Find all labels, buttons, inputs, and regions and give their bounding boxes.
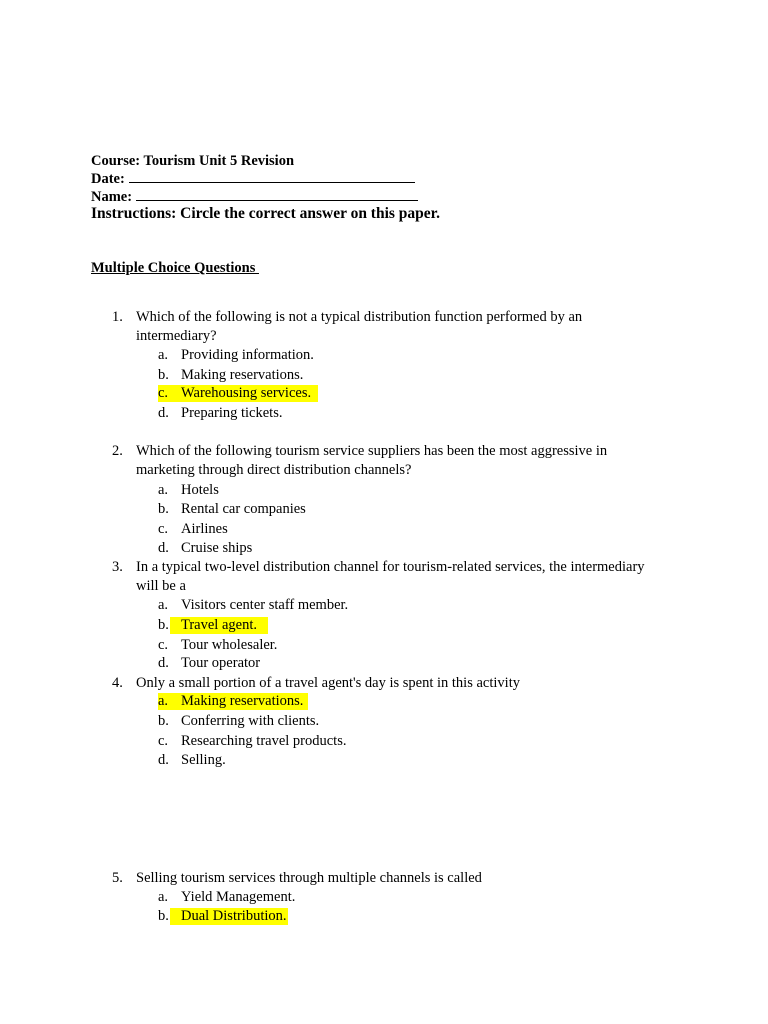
date-blank-line	[129, 170, 415, 183]
question-number: 1.	[112, 309, 123, 325]
question-3	[0, 558, 768, 598]
option-letter: a.	[158, 482, 169, 498]
question-text-line: Which of the following tourism service suppliers has been the most aggressive in	[136, 443, 608, 459]
option-letter: a.	[158, 597, 169, 613]
option-suffix: .	[282, 908, 287, 924]
question-number: 4.	[112, 675, 123, 691]
option-text: Visitors center staff member.	[181, 597, 349, 613]
name-field	[91, 188, 418, 206]
option-text: Cruise ships	[181, 540, 253, 556]
option-text: Preparing tickets.	[181, 405, 283, 421]
question-text-line: will be a	[136, 578, 186, 594]
option-letter: c.	[158, 521, 169, 537]
question-text-line: marketing through direct distribution channels?	[136, 462, 412, 478]
section-title: Multiple Choice Questions	[91, 260, 259, 276]
question-number: 3.	[112, 559, 123, 575]
option-letter: a.	[158, 347, 169, 363]
option-letter: a.	[158, 889, 169, 905]
option-text: Tour operator	[181, 655, 261, 671]
question-text-line: Selling tourism services through multiple channels is called	[136, 870, 482, 886]
question-text-line: Only a small portion of a travel agent's day is spent in this activity	[136, 675, 520, 691]
option-text: Conferring with clients.	[181, 713, 320, 729]
option-letter: b.	[158, 617, 169, 633]
course-title: Course: Tourism Unit 5 Revision	[91, 153, 295, 169]
option-text: Airlines	[181, 521, 228, 537]
name-label: Name:	[91, 189, 133, 205]
option-letter: c.	[158, 637, 169, 653]
option-text: Selling.	[181, 752, 226, 768]
option-letter: a.	[158, 693, 169, 709]
option-text: Making reservations.	[181, 693, 304, 709]
option-text	[181, 907, 287, 926]
question-number: 2.	[112, 443, 123, 459]
question-2	[0, 442, 768, 482]
question-text-line: Which of the following is not a typical distribution function performed by an	[136, 309, 583, 325]
name-blank-line	[136, 188, 418, 201]
question-text-line: In a typical two-level distribution channel for tourism-related services, the intermediary	[136, 559, 645, 575]
option-text: Yield Management.	[181, 889, 296, 905]
option-letter: c.	[158, 733, 169, 749]
question-5	[0, 869, 768, 889]
date-field	[91, 170, 415, 188]
option-answer-text: Dual Distribution	[181, 908, 283, 924]
question-text-line: intermediary?	[136, 328, 217, 344]
question-4	[0, 674, 768, 694]
option-letter: b.	[158, 908, 169, 924]
option-text: Tour wholesaler.	[181, 637, 278, 653]
date-label: Date:	[91, 171, 125, 187]
option-text: Researching travel products.	[181, 733, 347, 749]
option-suffix: .	[253, 617, 257, 633]
option-text: Providing information.	[181, 347, 314, 363]
option-letter: b.	[158, 713, 169, 729]
option-text: Making reservations.	[181, 367, 304, 383]
option-text: Warehousing services.	[181, 385, 312, 401]
option-text: Hotels	[181, 482, 219, 498]
option-letter: b.	[158, 501, 169, 517]
option-text: Rental car companies	[181, 501, 306, 517]
option-letter: d.	[158, 752, 169, 768]
instructions: Instructions: Circle the correct answer on this paper.	[91, 205, 441, 222]
question-number: 5.	[112, 870, 123, 886]
option-letter: b.	[158, 367, 169, 383]
option-letter: d.	[158, 405, 169, 421]
question-1	[0, 308, 768, 348]
option-letter: d.	[158, 655, 169, 671]
option-letter: c.	[158, 385, 169, 401]
option-text	[181, 616, 257, 635]
option-letter: d.	[158, 540, 169, 556]
option-answer-text: Travel agent	[181, 617, 254, 633]
